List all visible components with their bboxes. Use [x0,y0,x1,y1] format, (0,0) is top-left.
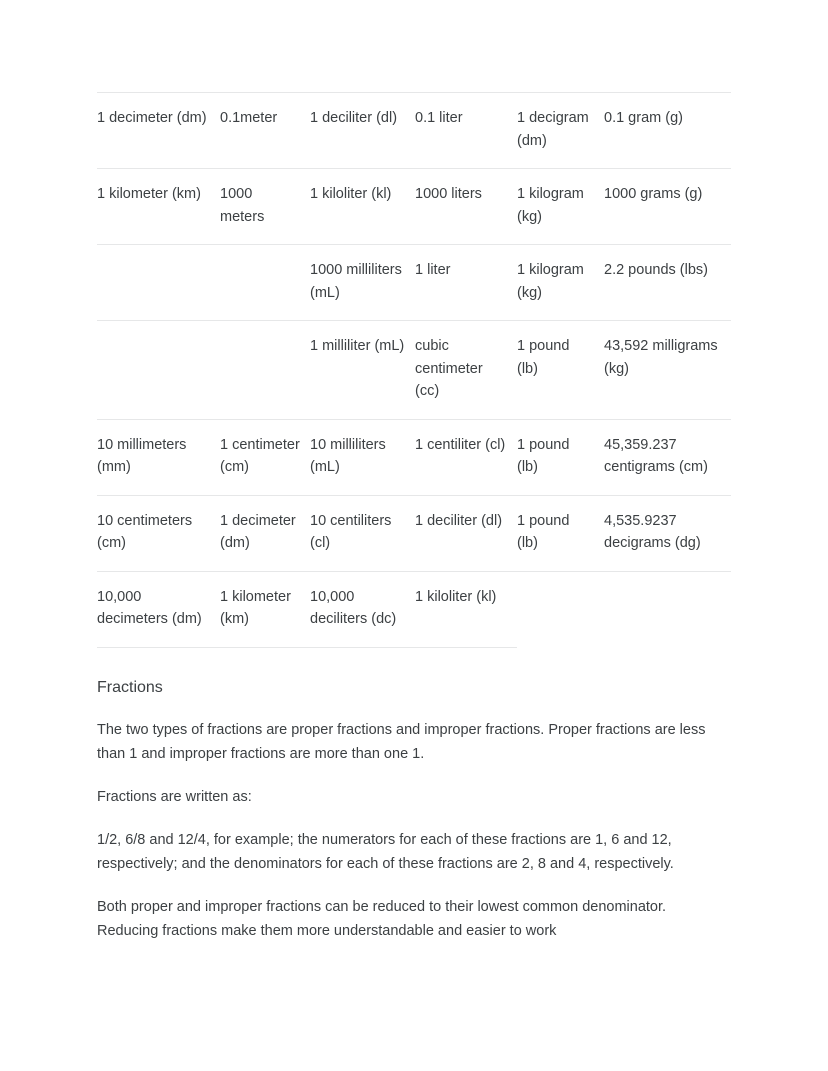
table-cell: 1 kilometer (km) [97,169,220,245]
table-cell: 1 pound (lb) [517,495,604,571]
table-cell: 1000 grams (g) [604,169,731,245]
table-cell: 1 milliliter (mL) [310,321,415,420]
table-cell [517,571,604,647]
table-cell: 1 centiliter (cl) [415,419,517,495]
table-cell: 10,000 deciliters (dc) [310,571,415,647]
table-row [97,571,731,647]
table-cell: 1 pound (lb) [517,321,604,420]
table-cell: 1 kilogram (kg) [517,245,604,321]
table-cell: 10 centimeters (cm) [97,495,220,571]
table-cell: 1 deciliter (dl) [310,93,415,169]
table-cell: 1 kilogram (kg) [517,169,604,245]
table-cell: 1 decimeter (dm) [97,93,220,169]
table-cell: 1000 liters [415,169,517,245]
table-cell: 1000 meters [220,169,310,245]
table-cell [220,321,310,420]
table-cell: 1 decigram (dm) [517,93,604,169]
table-cell: 10 centiliters (cl) [310,495,415,571]
table-cell: 1 kiloliter (kl) [415,571,517,647]
paragraph: Both proper and improper fractions can be reduced to their lowest common denominator. Reducing fractions make them more understandable and easier to work [97,898,667,939]
table-cell: 10 millimeters (mm) [97,419,220,495]
table-row [97,321,731,420]
table-body [97,93,731,648]
paragraph: The two types of fractions are proper fractions and improper fractions. Proper fractions are less than 1 and improper fractions are more than one 1. [97,721,706,762]
table-cell: 2.2 pounds (lbs) [604,245,731,321]
table-row [97,495,731,571]
table-cell: 43,592 milligrams (kg) [604,321,731,420]
paragraph: Fractions are written as: [97,788,252,805]
table-row [97,93,731,169]
paragraph: 1/2, 6/8 and 12/4, for example; the numerators for each of these fractions are 1, 6 and 12, respectively; and the denominators for each of these fractions are 2, 8 and 4, respectively. [97,831,674,872]
table-cell: 1 centimeter (cm) [220,419,310,495]
table-cell: 45,359.237 centigrams (cm) [604,419,731,495]
table-cell: 1 liter [415,245,517,321]
table-cell: 10 milliliters (mL) [310,419,415,495]
table-cell: 0.1 liter [415,93,517,169]
table-cell: 1 decimeter (dm) [220,495,310,571]
page-title: Fractions [97,678,163,696]
table-cell: 1 kiloliter (kl) [310,169,415,245]
table-cell: cubic centimeter (cc) [415,321,517,420]
table-cell [97,245,220,321]
table-cell [604,571,731,647]
table-cell: 1000 milliliters (mL) [310,245,415,321]
table-cell: 0.1meter [220,93,310,169]
table-cell [97,321,220,420]
table-cell [220,245,310,321]
document-content [97,92,731,943]
table-cell: 1 kilometer (km) [220,571,310,647]
table-cell: 1 pound (lb) [517,419,604,495]
table-cell: 4,535.9237 decigrams (dg) [604,495,731,571]
table-row [97,169,731,245]
table-row [97,245,731,321]
measurement-conversion-table [97,92,731,648]
table-cell: 0.1 gram (g) [604,93,731,169]
table-row [97,419,731,495]
table-cell: 10,000 decimeters (dm) [97,571,220,647]
table-cell: 1 deciliter (dl) [415,495,517,571]
